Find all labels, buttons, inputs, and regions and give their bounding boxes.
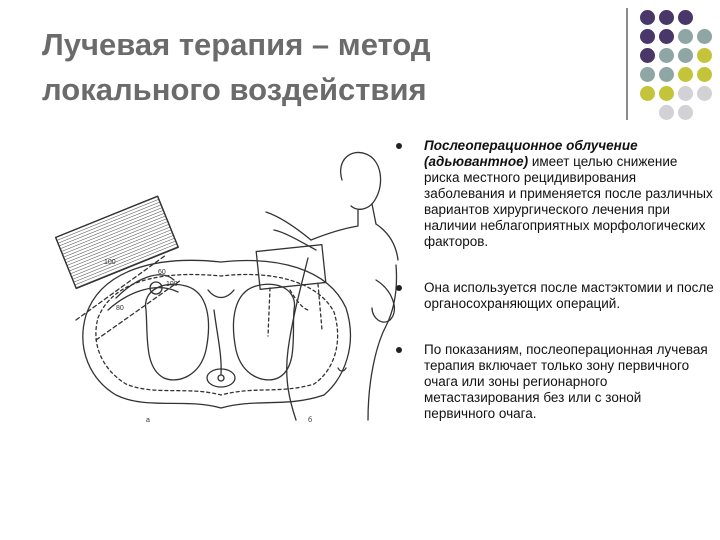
bullet-text: По показаниям, послеоперационная лучевая терапия включает только зону первичного очага или зоны регионарного метастазирования без или с зоной первичного очага. <box>424 342 708 421</box>
figure-arm <box>266 212 316 250</box>
bullet-marker-icon <box>396 143 402 149</box>
figure-torso-right <box>368 265 397 420</box>
figure-radiation-field <box>256 245 326 290</box>
mediastinum <box>208 290 234 375</box>
bullet-text: имеет целью снижение риска местного рецидивирования заболевания и применяется после различных вариантов хирургического лечения при наличии неблагоприятных морфологических факторов. <box>424 154 713 249</box>
decorative-dot <box>640 48 655 63</box>
bullet-item <box>396 138 716 250</box>
radiotherapy-diagram-illustration-icon <box>46 140 402 430</box>
bullet-marker-icon <box>396 347 402 353</box>
title-line-1: Лучевая терапия – метод <box>42 27 431 62</box>
chest-cross-section-outline <box>83 260 351 408</box>
figure-navel <box>338 368 346 371</box>
panel-letter-a: а <box>146 417 150 424</box>
decorative-dot <box>697 48 712 63</box>
figure-head <box>341 152 381 209</box>
spinal-canal <box>218 375 224 381</box>
decorative-dot <box>697 29 712 44</box>
decorative-dot <box>697 67 712 82</box>
isodose-label: 100 <box>104 259 116 266</box>
isodose-label: 100 <box>166 281 178 288</box>
bullet-item <box>396 280 716 312</box>
decorative-dot <box>659 86 674 101</box>
bullet-emphasis: Послеоперационное облучение (адьювантное) <box>424 138 638 169</box>
title-line-2: локального воздействия <box>42 72 427 107</box>
decorative-dot <box>659 29 674 44</box>
decorative-dot <box>640 29 655 44</box>
decorative-dot <box>659 10 674 25</box>
decorative-dot <box>678 10 693 25</box>
bullet-item <box>396 342 716 422</box>
panel-letter-b: б <box>308 417 313 424</box>
bullet-list <box>396 138 716 422</box>
decorative-dot <box>659 105 674 120</box>
decorative-dot <box>697 86 712 101</box>
decorative-dot <box>659 67 674 82</box>
decorative-dot <box>640 86 655 101</box>
right-lung-outline <box>233 284 294 380</box>
decorative-dot <box>678 105 693 120</box>
decorative-dot <box>678 48 693 63</box>
isodose-label: 80 <box>116 305 124 312</box>
decorative-dot <box>678 86 693 101</box>
decorative-dot <box>678 29 693 44</box>
figure-shoulders <box>311 224 398 260</box>
chest-inner-wall <box>96 275 338 396</box>
decorative-dot <box>640 10 655 25</box>
isodose-label: 60 <box>158 269 166 276</box>
bullet-marker-icon <box>396 285 402 291</box>
decorative-dot-grid-icon <box>0 0 720 130</box>
bullet-text: Она используется после мастэктомии и после органосохраняющих операций. <box>424 280 714 311</box>
decorative-dot <box>640 67 655 82</box>
decorative-dot <box>678 67 693 82</box>
decorative-dot <box>659 48 674 63</box>
